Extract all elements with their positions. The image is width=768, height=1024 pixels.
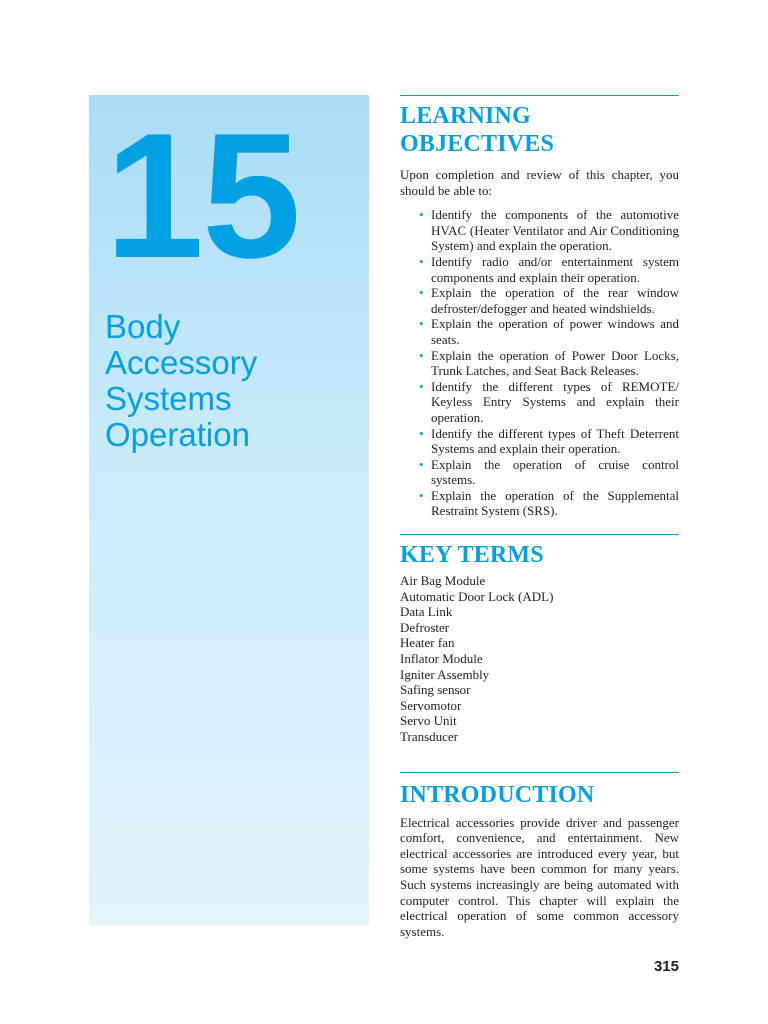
chapter-title-line: Systems	[105, 380, 232, 417]
heading-line: OBJECTIVES	[400, 131, 555, 157]
heading-line: LEARNING	[400, 103, 531, 129]
page-number: 315	[653, 958, 679, 975]
key-term: Servo Unit	[400, 713, 457, 729]
key-term: Air Bag Module	[400, 573, 486, 589]
objectives-intro: Upon completion and review of this chapter, you should be able to:	[400, 167, 679, 198]
key-term: Heater fan	[400, 635, 455, 651]
objective-item	[419, 285, 679, 316]
bullet-icon: •	[419, 207, 424, 223]
objective-text: Identify the components of the automotive HVAC (Heater Ventilator and Air Conditioning System) and explain the operation.	[431, 207, 679, 254]
key-term: Transducer	[400, 729, 459, 744]
bullet-icon: •	[419, 487, 424, 503]
objective-item	[419, 207, 679, 254]
objective-item	[419, 253, 679, 285]
objective-item	[419, 487, 679, 519]
key-term: Data Link	[400, 604, 453, 620]
introduction-heading: INTRODUCTION	[400, 781, 595, 808]
learning-objectives-section	[400, 95, 679, 519]
objective-item	[419, 347, 679, 379]
bullet-icon: •	[419, 285, 424, 301]
chapter-title-line: Accessory	[105, 344, 258, 381]
bullet-icon: •	[419, 456, 424, 472]
objective-text: Identify the different types of REMOTE/ Keyless Entry Systems and explain their operation.	[431, 378, 679, 425]
bullet-icon: •	[419, 316, 424, 332]
section-divider	[400, 534, 679, 535]
objective-text: Explain the operation of power windows and seats.	[431, 316, 679, 347]
bullet-icon: •	[419, 253, 424, 269]
chapter-number: 15	[105, 96, 299, 295]
objective-text: Explain the operation of cruise control systems.	[431, 456, 679, 488]
section-divider	[400, 95, 679, 96]
key-term: Inflator Module	[400, 651, 483, 667]
introduction-body: Electrical accessories provide driver and passenger comfort, convenience, and entertainment. New electrical accessories are introduced every year, but some systems have been common for many years. Such systems increasingly are being automated with computer control. This chapter will explain the electrical operation of some common accessory systems.	[400, 814, 679, 939]
objective-item	[419, 425, 679, 457]
chapter-title	[105, 309, 257, 453]
chapter-title-line: Body	[105, 308, 181, 345]
key-term: Igniter Assembly	[400, 666, 490, 682]
chapter-title-line: Operation	[105, 416, 250, 453]
key-term: Automatic Door Lock (ADL)	[400, 588, 554, 604]
bullet-icon: •	[419, 378, 424, 394]
chapter-panel	[89, 95, 369, 925]
objectives-list	[400, 207, 679, 519]
key-term: Servomotor	[400, 697, 462, 713]
key-term: Defroster	[400, 619, 450, 635]
introduction-section	[400, 772, 679, 940]
objective-text: Identify the different types of Theft Deterrent Systems and explain their operation.	[431, 425, 679, 457]
content-column	[400, 95, 679, 939]
objective-text: Explain the operation of Power Door Locks, Trunk Latches, and Seat Back Releases.	[431, 347, 679, 379]
bullet-icon: •	[419, 425, 424, 441]
objective-text: Explain the operation of the Supplemental Restraint System (SRS).	[431, 487, 679, 519]
objective-item	[419, 316, 679, 347]
objective-item	[419, 378, 679, 426]
key-terms-list	[400, 573, 679, 745]
key-terms-section	[400, 534, 679, 745]
learning-objectives-heading	[400, 102, 679, 158]
section-divider	[400, 772, 679, 773]
key-term: Safing sensor	[400, 682, 471, 698]
bullet-icon: •	[419, 347, 424, 363]
objective-text: Identify radio and/or entertainment system components and explain their operation.	[431, 253, 679, 285]
objective-item	[419, 456, 679, 488]
objective-text: Explain the operation of the rear window defroster/defogger and heated windshields.	[431, 285, 679, 316]
key-terms-heading: KEY TERMS	[400, 542, 544, 569]
